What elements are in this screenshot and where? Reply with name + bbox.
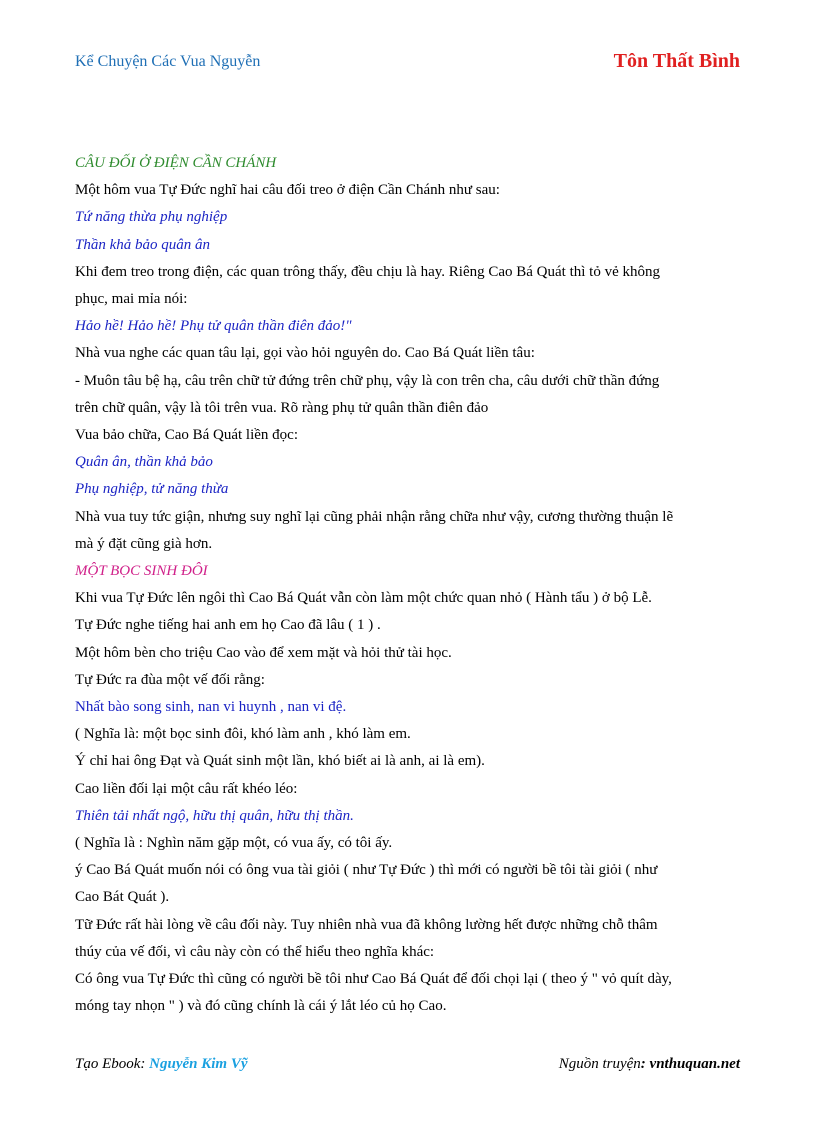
section-heading: MỘT BỌC SINH ĐÔI [75,563,208,580]
text-line: thúy của vế đối, vì câu này còn có thể hiểu theo nghĩa khác: [75,943,435,960]
text-line: Khi đem treo trong điện, các quan trông thấy, đều chịu là hay. Riêng Cao Bá Quát thì tỏ vẻ không [75,263,660,280]
text-line: phục, mai mỉa nói: [75,291,188,308]
text-line: Vua bảo chữa, Cao Bá Quát liền đọc: [75,427,298,444]
text-line: mà ý đặt cũng già hơn. [75,535,213,552]
verse-line: Phụ nghiệp, tử năng thừa [75,481,229,498]
text-line: Nhà vua tuy tức giận, nhưng suy nghĩ lại cũng phải nhận rằng chữa như vậy, cương thường thuận lẽ [75,508,674,525]
source-label: Nguồn truyện [558,1056,641,1072]
verse-line: Thần khả bảo quân ân [75,236,210,253]
source-site: vnthuquan.net [649,1056,740,1072]
text-line: ý Cao Bá Quát muốn nói có ông vua tài giỏi ( như Tự Đức ) thì mới có người bề tôi tài giỏi ( như [75,862,658,879]
text-line: Tữ Đức rất hài lòng về câu đối này. Tuy nhiên nhà vua đã không lường hết được những chỗ thâm [75,916,658,933]
text-line: Khi vua Tự Đức lên ngôi thì Cao Bá Quát vẫn còn làm một chức quan nhỏ ( Hành tẩu ) ở bộ Lễ. [75,590,652,607]
text-line: - Muôn tâu bệ hạ, câu trên chữ tử đứng trên chữ phụ, vậy là con trên cha, câu dưới chữ thần đứng [75,372,660,389]
text-line: Tự Đức ra đùa một vế đối rằng: [75,671,265,688]
ebook-credit [75,1056,248,1073]
verse-line: Quân ân, thần khả bảo [75,454,213,471]
text-line: Nhà vua nghe các quan tâu lại, gọi vào hỏi nguyên do. Cao Bá Quát liền tâu: [75,345,535,362]
text-line: Một hôm bèn cho triệu Cao vào để xem mặt và hỏi thử tài học. [75,644,452,661]
text-line: Một hôm vua Tự Đức nghĩ hai câu đối treo ở điện Cần Chánh như sau: [75,182,500,199]
text-line: Cao liền đối lại một câu rất khéo léo: [75,780,298,797]
page-body [75,150,743,1021]
page-footer [75,1056,740,1076]
book-title: Kể Chuyện Các Vua Nguyễn [75,53,261,70]
text-line: trên chữ quân, vậy là tôi trên vua. Rõ ràng phụ tử quân thần điên đảo [75,399,489,416]
ebook-creator-name: Nguyễn Kim Vỹ [149,1056,248,1072]
page-header [75,50,740,76]
text-line: Có ông vua Tự Đức thì cũng có người bề tôi như Cao Bá Quát để đối chọi lại ( theo ý " vỏ quít dày, [75,971,672,988]
author-name: Tôn Thất Bình [613,50,740,72]
verse-line: Tứ năng thừa phụ nghiệp [75,209,228,226]
text-line: Ý chỉ hai ông Đạt và Quát sinh một lần, khó biết ai là anh, ai là em). [75,753,485,770]
text-line: ( Nghĩa là : Nghìn năm gặp một, có vua ấy, có tôi ấy. [75,835,393,852]
verse-line: Nhất bào song sinh, nan vi huynh , nan vi đệ. [75,699,347,716]
verse-line: Hảo hề! Hảo hề! Phụ tử quân thần điên đảo!" [75,318,352,335]
section-heading: CÂU ĐỐI Ở ĐIỆN CẦN CHÁNH [75,155,277,171]
text-line: ( Nghĩa là: một bọc sinh đôi, khó làm anh , khó làm em. [75,726,411,743]
verse-line: Thiên tải nhất ngộ, hữu thị quân, hữu thị thần. [75,807,354,824]
ebook-separator: : [140,1056,150,1072]
source-credit [559,1056,740,1073]
ebook-label: Tạo Ebook [75,1056,141,1072]
text-line: Tự Đức nghe tiếng hai anh em họ Cao đã lâu ( 1 ) . [75,617,381,634]
source-separator: : [640,1056,650,1072]
text-line: móng tay nhọn " ) và đó cũng chính là cái ý lắt léo củ họ Cao. [75,998,447,1015]
text-line: Cao Bát Quát ). [75,889,170,906]
